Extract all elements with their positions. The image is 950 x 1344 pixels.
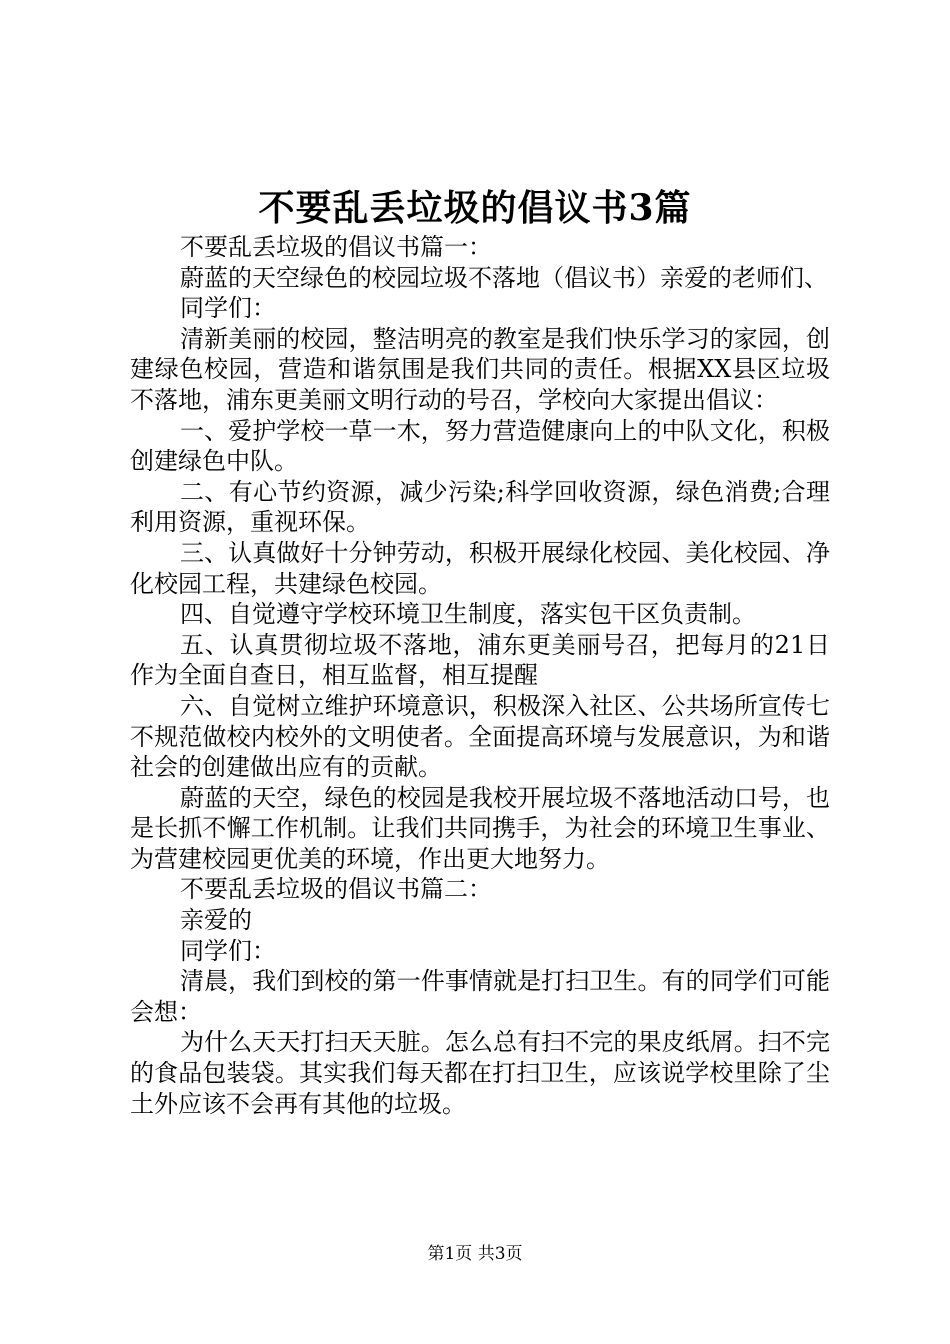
- paragraph-item-3: 三、认真做好十分钟劳动，积极开展绿化校园、美化校园、净化校园工程，共建绿色校园。: [130, 538, 830, 598]
- paragraph-intro: 清新美丽的校园，整洁明亮的教室是我们快乐学习的家园，创建绿色校园，营造和谐氛围是我们共同的责任。根据XX县区垃圾不落地，浦东更美丽文明行动的号召，学校向大家提出倡议：: [130, 324, 830, 414]
- paragraph-question: 为什么天天打扫天天脏。怎么总有扫不完的果皮纸屑。扫不完的食品包装袋。其实我们每天都在打扫卫生，应该说学校里除了尘土外应该不会再有其他的垃圾。: [130, 1028, 830, 1118]
- paragraph-slogan-greeting: 蔚蓝的天空绿色的校园垃圾不落地（倡议书）亲爱的老师们、: [180, 263, 828, 292]
- paragraph-item-4: 四、自觉遵守学校环境卫生制度，落实包干区负责制。: [180, 600, 756, 629]
- paragraph-morning: 清晨，我们到校的第一件事情就是打扫卫生。有的同学们可能会想：: [130, 967, 830, 1026]
- paragraph-greeting-students-2: 同学们：: [180, 936, 276, 965]
- document-body: [130, 232, 830, 1119]
- paragraph-dear: 亲爱的: [180, 906, 252, 935]
- paragraph-item-1: 一、爱护学校一草一木，努力营造健康向上的中队文化，积极创建绿色中队。: [130, 416, 830, 476]
- paragraph-closing: 蔚蓝的天空，绿色的校园是我校开展垃圾不落地活动口号，也是长抓不懈工作机制。让我们共同携手，为社会的环境卫生事业、为营建校园更优美的环境，作出更大地努力。: [130, 783, 830, 873]
- paragraph-item-2: 二、有心节约资源，减少污染;科学回收资源，绿色消费;合理利用资源，重视环保。: [130, 477, 830, 537]
- document-title: 不要乱丢垃圾的倡议书3篇: [258, 187, 692, 229]
- paragraph-section-one-heading: 不要乱丢垃圾的倡议书篇一：: [180, 233, 492, 261]
- paragraph-greeting-students: 同学们：: [180, 294, 276, 323]
- paragraph-item-6: 六、自觉树立维护环境意识，积极深入社区、公共场所宣传七不规范做校内校外的文明使者。全面提高环境与发展意识，为和谐社会的创建做出应有的贡献。: [130, 691, 830, 782]
- paragraph-item-5: 五、认真贯彻垃圾不落地，浦东更美丽号召，把每月的21日作为全面自查日，相互监督，相互提醒: [130, 630, 830, 690]
- page-footer: 第1页 共3页: [427, 1244, 523, 1264]
- paragraph-section-two-heading: 不要乱丢垃圾的倡议书篇二：: [180, 875, 492, 904]
